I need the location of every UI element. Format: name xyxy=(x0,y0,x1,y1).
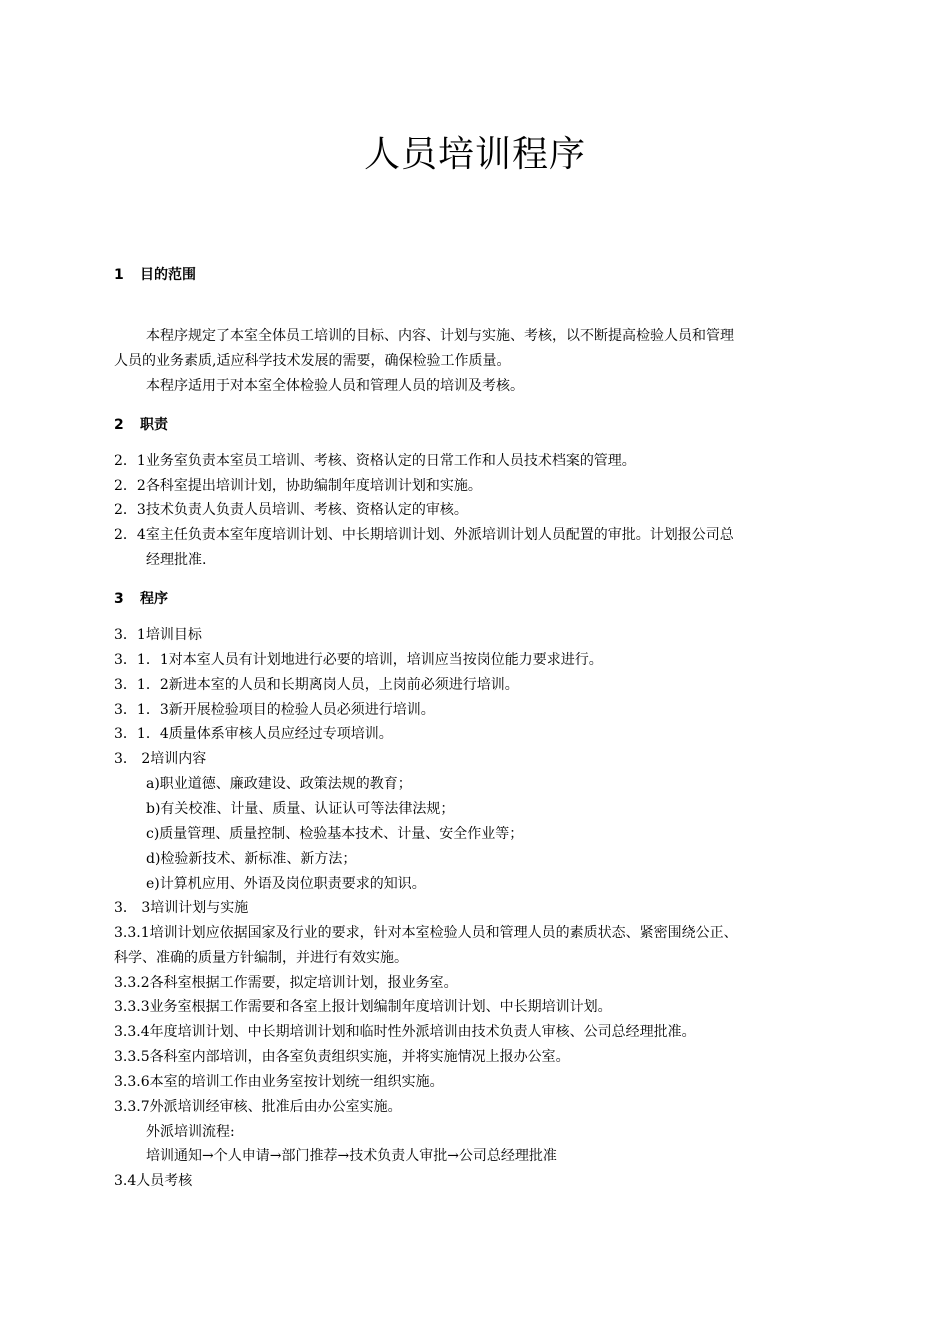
paragraph-line: 3.3.2各科室根据工作需要，拟定培训计划，报业务室。 xyxy=(114,975,458,991)
list-item: d)检验新技术、新标准、新方法； xyxy=(146,851,357,867)
section-heading-responsibilities xyxy=(114,414,168,434)
section-number: 3 xyxy=(114,591,124,607)
list-item: b)有关校准、计量、质量、认证认可等法律法规； xyxy=(146,801,455,817)
section-number: 2 xyxy=(114,417,124,433)
section-title: 职责 xyxy=(140,417,168,433)
document-title: 人员培训程序 xyxy=(363,134,586,175)
paragraph-line: 3．1．2新进本室的人员和长期离岗人员，上岗前必须进行培训。 xyxy=(114,677,519,693)
paragraph-line: 3． 2培训内容 xyxy=(114,751,207,767)
paragraph-line: 科学、准确的质量方针编制，并进行有效实施。 xyxy=(114,950,408,966)
paragraph-line: 3．1．4质量体系审核人员应经过专项培训。 xyxy=(114,726,393,742)
paragraph-line: 3．1培训目标 xyxy=(114,627,202,643)
paragraph-line: 3.4人员考核 xyxy=(114,1173,193,1189)
paragraph-line: 2．4室主任负责本室年度培训计划、中长期培训计划、外派培训计划人员配置的审批。计划报公司总 xyxy=(114,527,734,543)
paragraph-line: 本程序适用于对本室全体检验人员和管理人员的培训及考核。 xyxy=(146,378,524,394)
section-heading-procedure xyxy=(114,588,168,608)
paragraph-line: 经理批准. xyxy=(146,552,207,568)
paragraph-line: 3.3.7外派培训经审核、批准后由办公室实施。 xyxy=(114,1099,402,1115)
paragraph-line: 3.3.4年度培训计划、中长期培训计划和临时性外派培训由技术负责人审核、公司总经理批准。 xyxy=(114,1024,696,1040)
paragraph-line: 3．1．3新开展检验项目的检验人员必须进行培训。 xyxy=(114,702,435,718)
list-item: c)质量管理、质量控制、检验基本技术、计量、安全作业等； xyxy=(146,826,524,842)
paragraph-line: 3．1．1对本室人员有计划地进行必要的培训，培训应当按岗位能力要求进行。 xyxy=(114,652,603,668)
paragraph-line: 2．2各科室提出培训计划，协助编制年度培训计划和实施。 xyxy=(114,478,482,494)
list-item: a)职业道德、廉政建设、政策法规的教育； xyxy=(146,776,412,792)
paragraph-line: 3.3.3业务室根据工作需要和各室上报计划编制年度培训计划、中长期培训计划。 xyxy=(114,999,612,1015)
section-title: 程序 xyxy=(140,591,168,607)
section-number: 1 xyxy=(114,267,124,283)
paragraph-line: 3.3.6本室的培训工作由业务室按计划统一组织实施。 xyxy=(114,1074,444,1090)
paragraph-line: 本程序规定了本室全体员工培训的目标、内容、计划与实施、考核，以不断提高检验人员和管理 xyxy=(146,328,734,344)
list-item: e)计算机应用、外语及岗位职责要求的知识。 xyxy=(146,876,426,892)
flow-line: 培训通知→个人申请→部门推荐→技术负责人审批→公司总经理批准 xyxy=(146,1148,557,1164)
paragraph-line: 3.3.1培训计划应依据国家及行业的要求，针对本室检验人员和管理人员的素质状态、紧密围绕公正、 xyxy=(114,925,738,941)
paragraph-line: 2．3技术负责人负责人员培训、考核、资格认定的审核。 xyxy=(114,502,468,518)
paragraph-line: 2．1业务室负责本室员工培训、考核、资格认定的日常工作和人员技术档案的管理。 xyxy=(114,453,636,469)
paragraph-line: 人员的业务素质,适应科学技术发展的需要，确保检验工作质量。 xyxy=(114,353,511,369)
paragraph-line: 3． 3培训计划与实施 xyxy=(114,900,249,916)
section-heading-purpose xyxy=(114,264,196,284)
paragraph-line: 外派培训流程: xyxy=(146,1124,235,1140)
section-title: 目的范围 xyxy=(140,267,196,283)
paragraph-line: 3.3.5各科室内部培训，由各室负责组织实施，并将实施情况上报办公室。 xyxy=(114,1049,570,1065)
